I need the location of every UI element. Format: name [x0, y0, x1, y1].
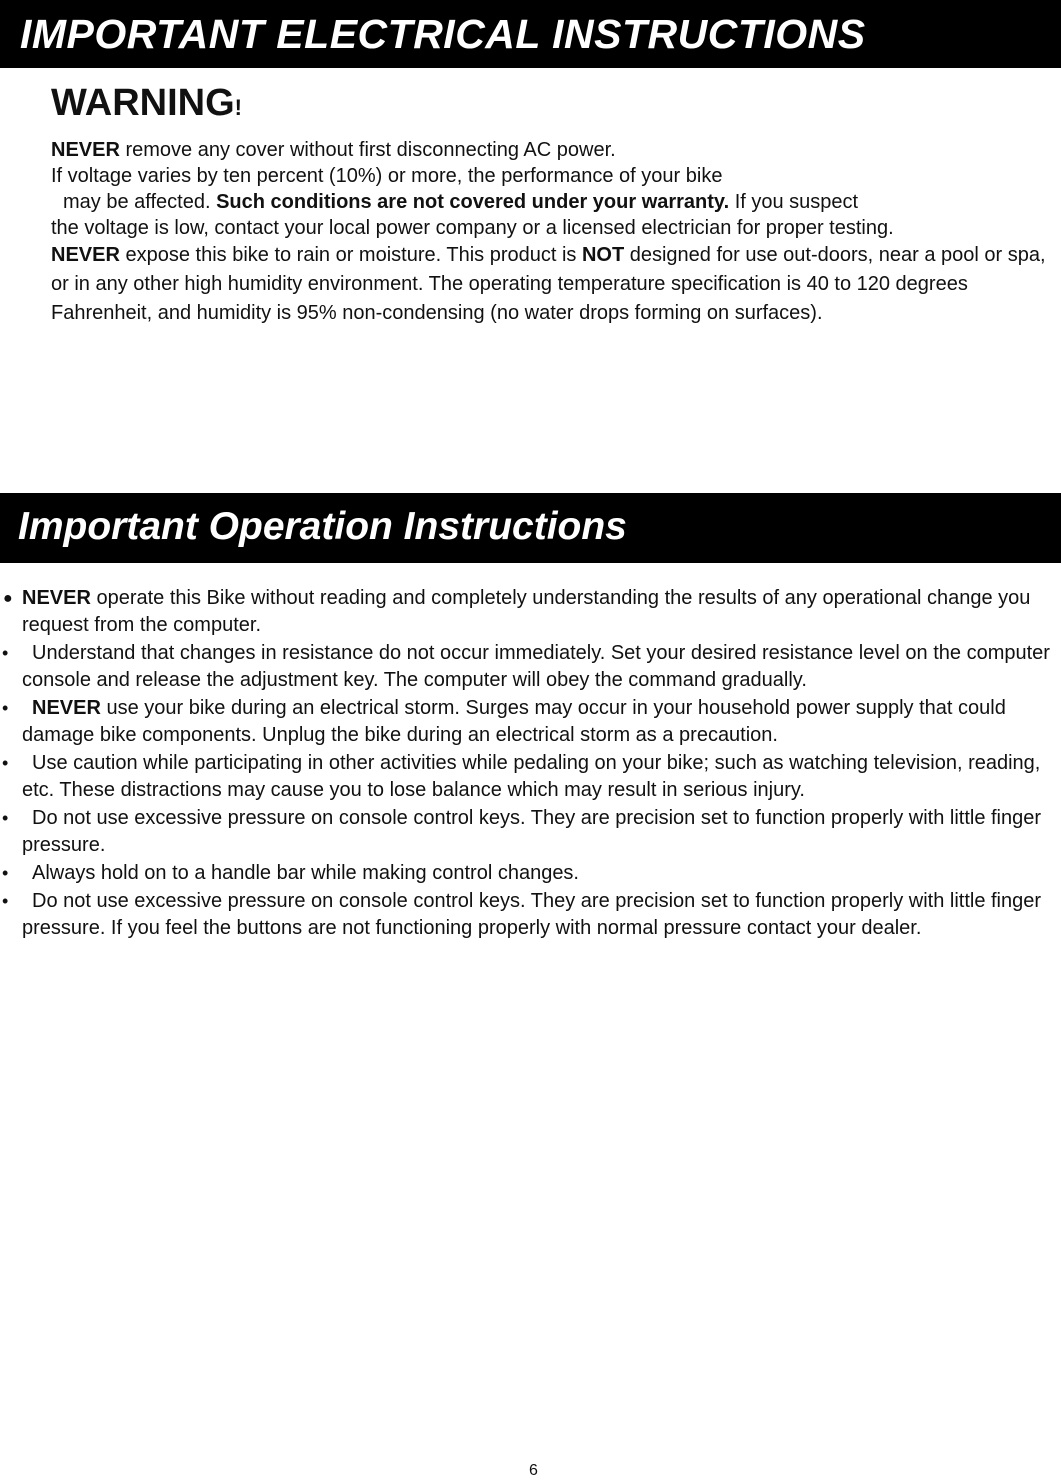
section-title: Important Operation Instructions: [18, 505, 627, 548]
list-item: • Understand that changes in resistance do not occur immediately. Set your desired resistance level on the computer console and release the adjustment key. The computer will obey the command gradually.: [2, 642, 1050, 691]
warning-title: WARNING!: [51, 82, 242, 124]
bullet-icon: •: [2, 698, 9, 718]
section-title: IMPORTANT ELECTRICAL INSTRUCTIONS: [20, 11, 866, 57]
bullet-icon: •: [2, 808, 9, 828]
list-item: • Do not use excessive pressure on console control keys. They are precision set to function properly with little finger pressure.: [2, 807, 1042, 856]
warning-block: [51, 82, 1056, 328]
operation-list: [0, 585, 1061, 943]
list-item: ● NEVER operate this Bike without reading and completely understanding the results of any operational change you request from the computer.: [3, 587, 1031, 636]
bullet-icon: •: [2, 863, 9, 883]
list-item: • Do not use excessive pressure on console control keys. They are precision set to function properly with little finger pressure. If you feel the buttons are not functioning properly with normal pressure contact your dealer.: [2, 890, 1042, 939]
warning-paragraph-3: NEVER expose this bike to rain or moisture. This product is NOT designed for use out-doors, near a pool or spa, or in any other high humidity environment. The operating temperature specification is 40 to 120 degrees Fahrenheit, and humidity is 95% non-condensing (no water drops forming on surfaces).: [51, 244, 1046, 324]
page-number: 6: [529, 1462, 538, 1479]
bullet-icon: •: [2, 643, 9, 663]
list-item: • Use caution while participating in other activities while pedaling on your bike; such as watching television, reading, etc. These distractions may cause you to lose balance which may result in serious injury.: [2, 752, 1041, 801]
section-header-operation: [0, 493, 1061, 563]
list-item: • Always hold on to a handle bar while making control changes.: [0, 860, 1061, 887]
bullet-icon: •: [2, 891, 9, 911]
list-item: • NEVER use your bike during an electrical storm. Surges may occur in your household power supply that could damage bike components. Unplug the bike during an electrical storm as a precaution.: [2, 697, 1006, 746]
warning-paragraph-1: NEVER remove any cover without first disconnecting AC power.: [51, 139, 616, 161]
warning-paragraph-2: If voltage varies by ten percent (10%) or more, the performance of your bike may be affected. Such conditions are not covered under your warranty. If you suspect the voltage is low, contact your local power company or a licensed electrician for proper testing.: [51, 165, 894, 239]
bullet-icon: •: [2, 753, 9, 773]
section-header-electrical: [0, 0, 1061, 68]
bullet-icon: ●: [3, 590, 13, 607]
